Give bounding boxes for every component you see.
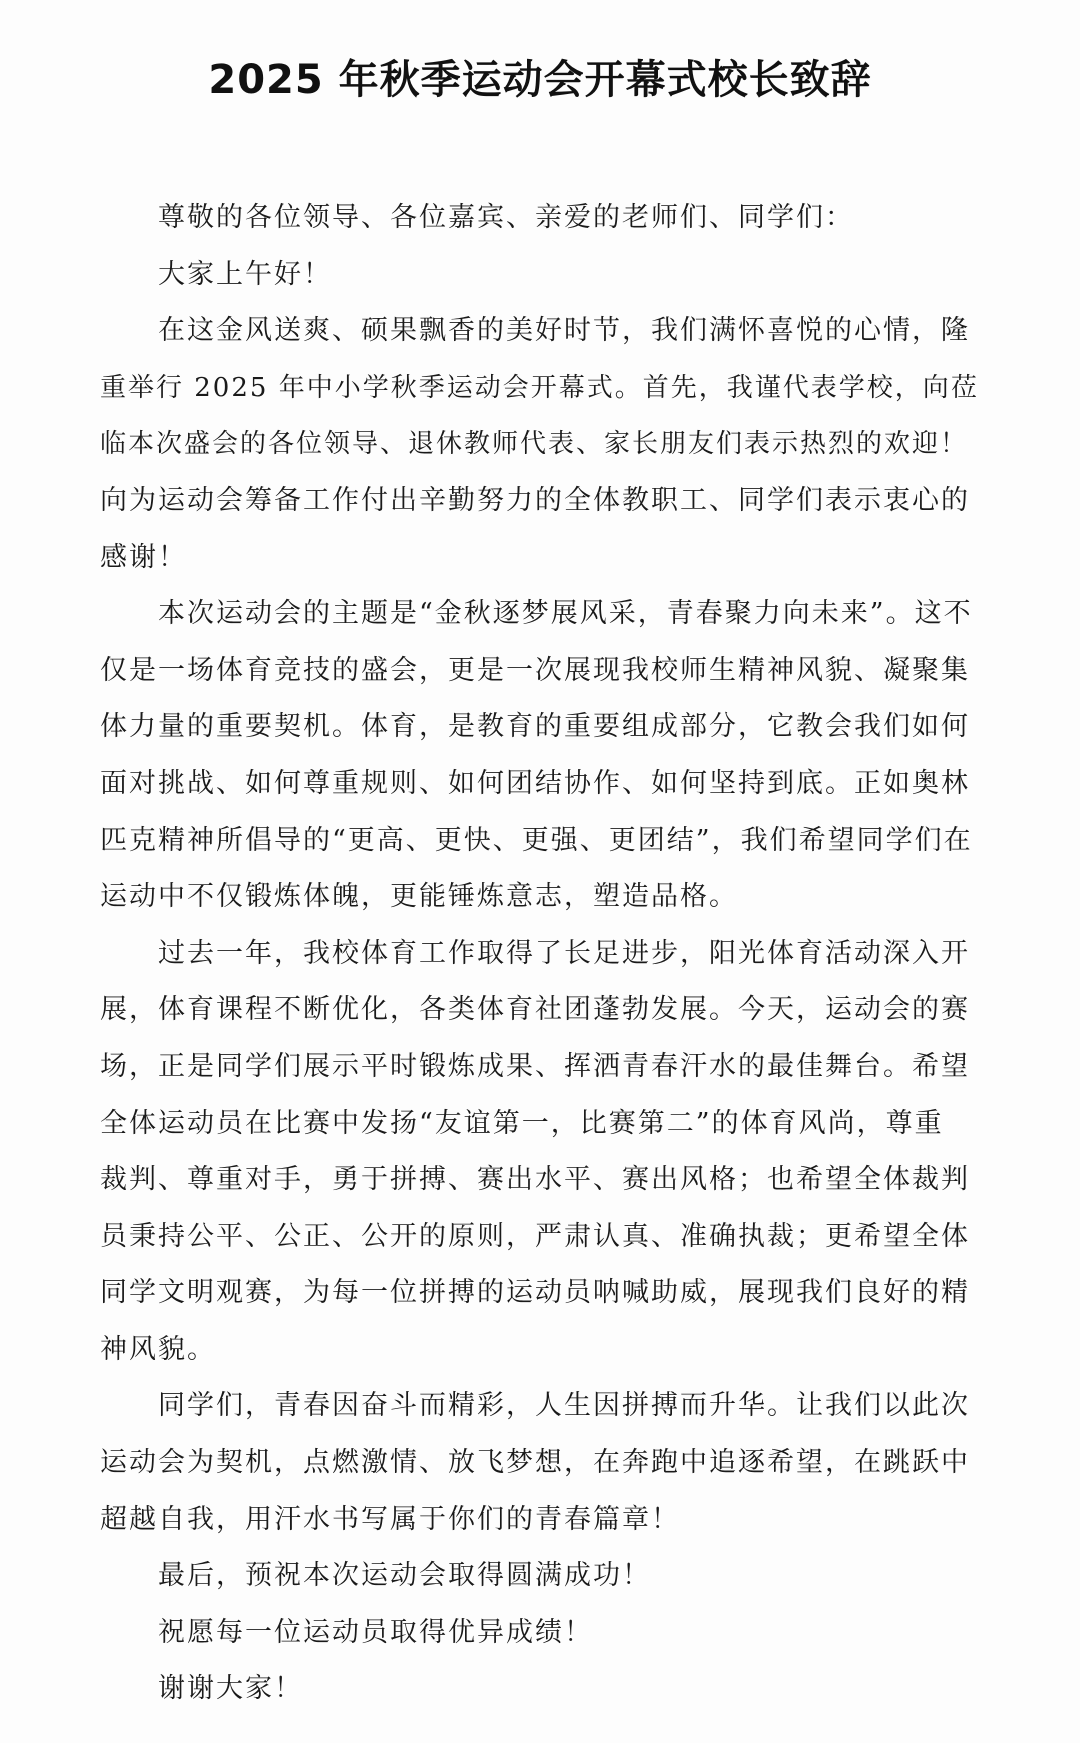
text-line: 展，体育课程不断优化，各类体育社团蓬勃发展。今天，运动会的赛	[100, 994, 970, 1026]
text-line: 最后，预祝本次运动会取得圆满成功！	[158, 1560, 651, 1592]
text-line: 本次运动会的主题是“金秋逐梦展风采，青春聚力向未来”。这不	[158, 598, 973, 630]
text-line: 体力量的重要契机。体育，是教育的重要组成部分，它教会我们如何	[100, 711, 970, 743]
text-line: 运动会为契机，点燃激情、放飞梦想，在奔跑中追逐希望，在跳跃中	[100, 1447, 970, 1479]
text-line: 场，正是同学们展示平时锻炼成果、挥洒青春汗水的最佳舞台。希望	[100, 1050, 970, 1082]
text-line: 感谢！	[100, 541, 187, 573]
text-line: 运动中不仅锻炼体魄，更能锤炼意志，塑造品格。	[100, 881, 738, 913]
text-line: 谢谢大家！	[158, 1673, 303, 1705]
text-line: 裁判、尊重对手，勇于拼搏、赛出水平、赛出风格；也希望全体裁判	[100, 1164, 970, 1196]
text-line: 神风貌。	[100, 1333, 216, 1365]
text-line: 大家上午好！	[158, 258, 332, 290]
text-line: 祝愿每一位运动员取得优异成绩！	[158, 1616, 593, 1648]
text-line: 超越自我，用汗水书写属于你们的青春篇章！	[100, 1503, 680, 1535]
speech-body	[100, 190, 982, 1718]
text-line: 匹克精神所倡导的“更高、更快、更强、更团结”，我们希望同学们在	[100, 824, 973, 856]
text-line: 同学文明观赛，为每一位拼搏的运动员呐喊助威，展现我们良好的精	[100, 1277, 970, 1309]
text-line: 尊敬的各位领导、各位嘉宾、亲爱的老师们、同学们：	[158, 202, 854, 233]
text-line: 过去一年，我校体育工作取得了长足进步，阳光体育活动深入开	[158, 937, 970, 969]
document-title: 2025 年秋季运动会开幕式校长致辞	[208, 57, 872, 103]
text-line: 面对挑战、如何尊重规则、如何团结协作、如何坚持到底。正如奥林	[100, 767, 970, 799]
text-line: 临本次盛会的各位领导、退休教师代表、家长朋友们表示热烈的欢迎！	[100, 429, 969, 460]
text-line: 员秉持公平、公正、公开的原则，严肃认真、准确执裁；更希望全体	[100, 1220, 970, 1252]
text-line: 在这金风送爽、硕果飘香的美好时节，我们满怀喜悦的心情，隆	[158, 315, 970, 347]
text-line: 同学们，青春因奋斗而精彩，人生因拼搏而升华。让我们以此次	[158, 1390, 970, 1422]
text-line: 重举行 2025 年中小学秋季运动会开幕式。首先，我谨代表学校，向莅	[100, 372, 979, 403]
text-line: 全体运动员在比赛中发扬“友谊第一，比赛第二”的体育风尚，尊重	[100, 1107, 944, 1139]
text-line: 向为运动会筹备工作付出辛勤努力的全体教职工、同学们表示衷心的	[100, 484, 970, 516]
text-line: 仅是一场体育竞技的盛会，更是一次展现我校师生精神风貌、凝聚集	[100, 654, 970, 686]
